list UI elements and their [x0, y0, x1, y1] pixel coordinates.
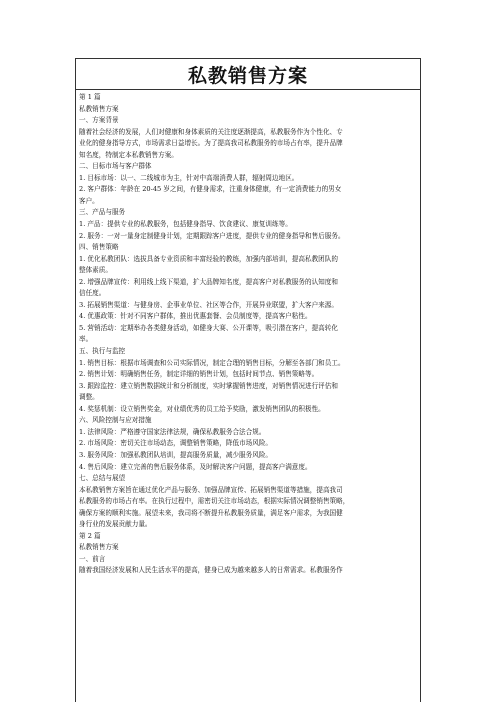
- text-line: 五、执行与监控: [79, 347, 126, 356]
- text-line: 随着社会经济的发展，人们对健康和身体素质的关注度逐渐提高，私教服务作为个性化、专: [79, 127, 343, 136]
- text-line: 3. 服务风险：加强私教团队培训，提高服务质量，减少服务风险。: [79, 450, 273, 459]
- text-line: 第 1 篇: [79, 93, 101, 101]
- document-title: 私教销售方案: [187, 64, 308, 87]
- text-line: 七、总结与展望: [79, 474, 126, 483]
- text-line: 1. 优化私教团队：选拔具备专业资质和丰富经验的教练，加强内部培训，提高私教团队的: [79, 254, 338, 263]
- document-body: [76, 90, 420, 577]
- text-line: 本私教销售方案旨在通过优化产品与服务、加强品牌宣传、拓展销售渠道等措施，提高我司: [79, 485, 343, 494]
- text-line: 2. 市场风险：密切关注市场动态，调整销售策略，降低市场风险。: [79, 439, 273, 448]
- text-line: 2. 客户群体：年龄在 20-45 岁之间，有健身需求，注重身体健康，有一定消费能力的男女: [79, 185, 342, 194]
- text-line: 第 2 篇: [79, 531, 101, 540]
- text-line: 知名度，特制定本私教销售方案。: [79, 150, 178, 159]
- text-line: 5. 营销活动：定期举办各类健身活动，如健身大赛、公开课等，吸引潜在客户，提高转化: [79, 323, 338, 332]
- text-line: 4. 优惠政策：针对不同客户群体，推出优惠套餐、会员制度等，提高客户粘性。: [79, 312, 312, 321]
- document-frame: [75, 58, 421, 702]
- text-line: 客户。: [79, 196, 99, 205]
- text-line: 信任度。: [79, 289, 106, 298]
- text-line: 私教销售方案: [79, 543, 119, 552]
- text-line: 2. 销售计划：明确销售任务，制定详细的销售计划，包括时间节点、销售策略等。: [79, 370, 319, 379]
- text-line: 率。: [79, 335, 93, 344]
- text-line: 1. 产品：提供专业的私教服务，包括健身指导、饮食建议、康复训练等。: [79, 220, 292, 229]
- text-line: 四、销售策略: [79, 243, 119, 252]
- text-line: 三、产品与服务: [79, 208, 126, 217]
- text-line: 2. 增强品牌宣传：利用线上线下渠道，扩大品牌知名度，提高客户对私教服务的认知度和: [79, 277, 338, 286]
- text-line: 身行业的发展贡献力量。: [79, 520, 152, 529]
- text-line: 一、前言: [79, 554, 106, 563]
- text-line: 1. 法律风险：严格遵守国家法律法规，确保私教服务合法合规。: [79, 427, 266, 436]
- text-line: 私教服务的市场占有率。在执行过程中，需密切关注市场动态，根据实际情况调整销售策略，: [79, 497, 350, 506]
- text-line: 确保方案的顺利实施。展望未来，我司将不断提升私教服务质量，满足客户需求，为我国健: [79, 508, 343, 517]
- text-line: 3. 跟踪监控：建立销售数据统计和分析制度，实时掌握销售进度，对销售情况进行评估和: [79, 381, 338, 390]
- text-line: 随着我国经济发展和人民生活水平的提高，健身已成为越来越多人的日常需求。私教服务作: [79, 566, 343, 575]
- text-line: 2. 服务：一对一量身定制健身计划，定期跟踪客户进度，提供专业的健身指导和售后服务。: [79, 231, 345, 240]
- text-line: 二、目标市场与客户群体: [79, 162, 152, 171]
- text-line: 4. 奖惩机制：设立销售奖金，对业绩优秀的员工给予奖励，激发销售团队的积极性。: [79, 404, 325, 413]
- text-line: 六、风险控制与应对措施: [79, 416, 152, 425]
- text-line: 私教销售方案: [79, 104, 119, 113]
- text-line: 1. 销售目标：根据市场调查和公司实际情况，制定合理的销售目标，分解至各部门和员工。: [79, 358, 345, 367]
- text-line: 调整。: [79, 393, 99, 402]
- text-line: 3. 拓展销售渠道：与健身房、企事业单位、社区等合作，开展异业联盟，扩大客户来源。: [79, 300, 338, 309]
- text-line: 1. 目标市场：以一、二线城市为主，针对中高端消费人群，辐射周边地区。: [79, 173, 299, 182]
- text-line: 业化的健身指导方式，市场需求日益增长。为了提高我司私教服务的市场占有率，提升品牌: [79, 139, 343, 148]
- text-line: 一、方案背景: [79, 116, 119, 125]
- text-line: 4. 售后风险：建立完善的售后服务体系，及时解决客户问题，提高客户满意度。: [79, 462, 312, 471]
- title-row: [76, 59, 420, 90]
- text-line: 整体素质。: [79, 266, 112, 275]
